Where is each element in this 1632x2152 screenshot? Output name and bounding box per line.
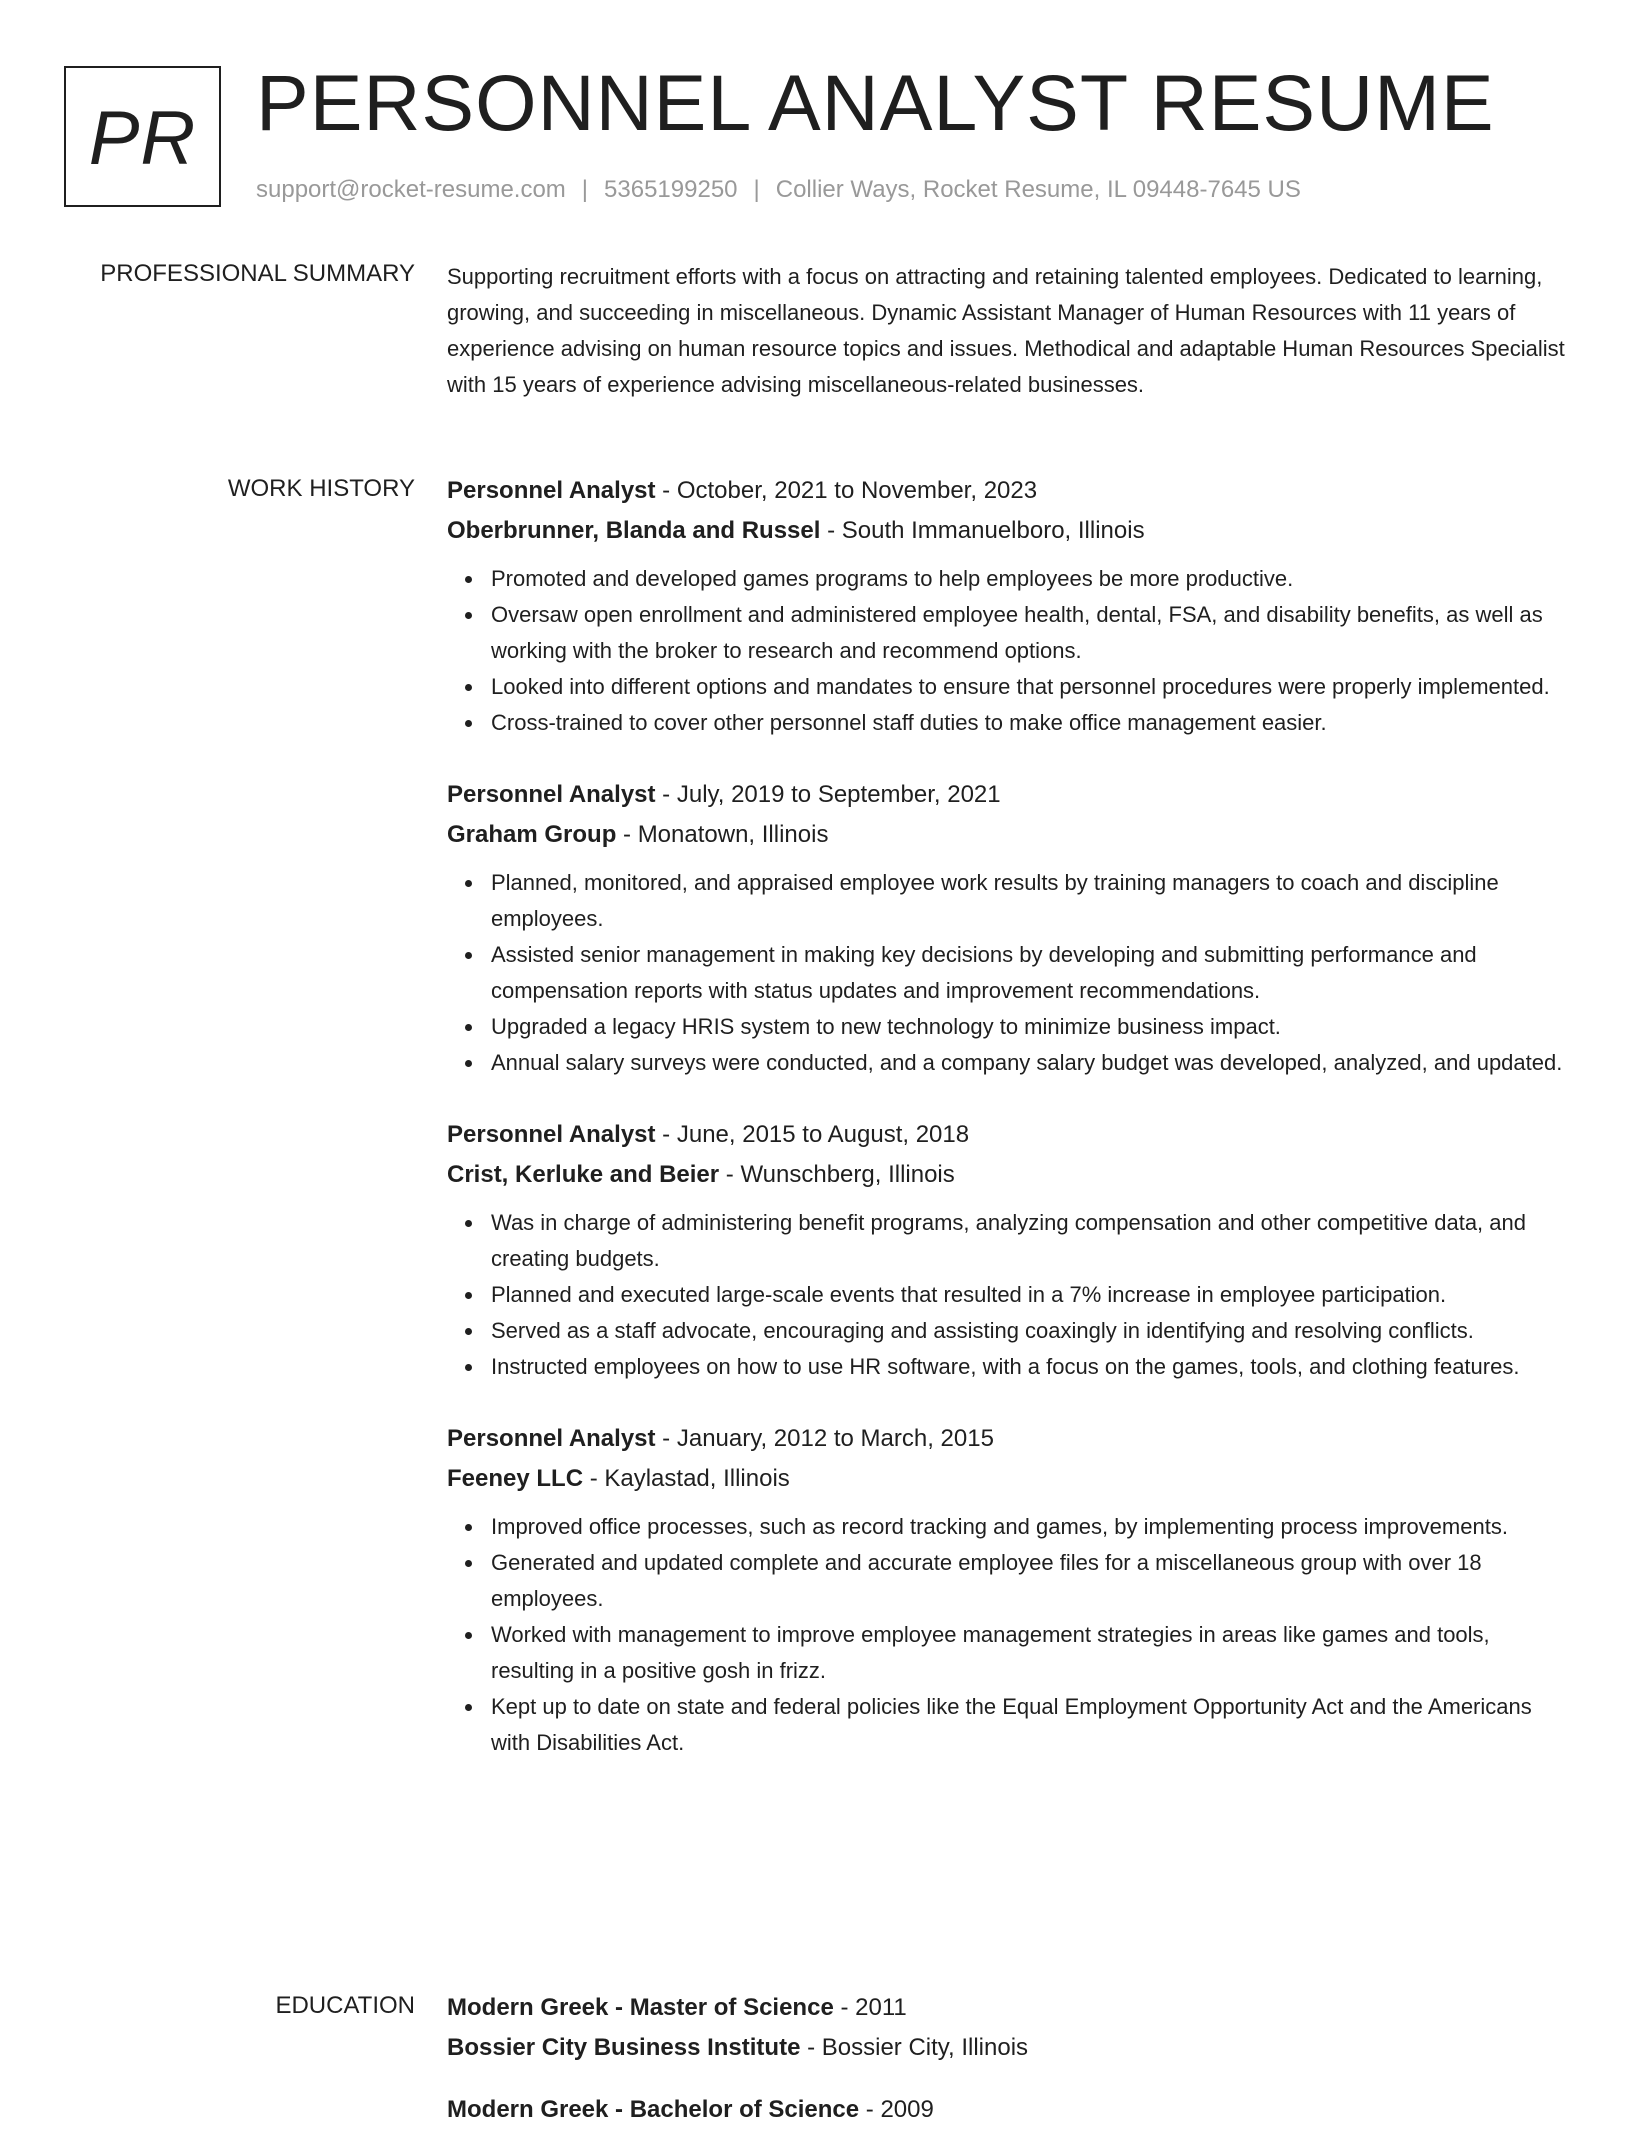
contact-address: Collier Ways, Rocket Resume, IL 09448-7645 US	[775, 176, 1301, 203]
job-bullets	[447, 1205, 1567, 1385]
job-title: Personnel Analyst	[447, 1121, 656, 1148]
job-location: - South Immanuelboro, Illinois	[820, 517, 1145, 544]
job-entry	[447, 775, 1567, 1081]
contact-email[interactable]: support@rocket-resume.com	[256, 176, 566, 203]
job-company-line	[447, 1459, 1567, 1499]
job-bullet: Worked with management to improve employee management strategies in areas like games and tools, resulting in a positive gosh in frizz.	[491, 1617, 1567, 1689]
job-bullet: Looked into different options and mandates to ensure that personnel procedures were properly implemented.	[491, 669, 1567, 705]
education-body	[447, 1988, 1567, 2152]
job-location: - Kaylastad, Illinois	[583, 1465, 790, 1492]
resume-title: PERSONNEL ANALYST RESUME	[256, 58, 1495, 147]
education-entry	[447, 2090, 1567, 2130]
job-title-line	[447, 775, 1567, 815]
work-history-heading: WORK HISTORY	[227, 475, 415, 502]
job-company: Graham Group	[447, 821, 617, 848]
job-bullet: Served as a staff advocate, encouraging and assisting coaxingly in identifying and resolving conflicts.	[491, 1313, 1567, 1349]
monogram-initials: PR	[88, 95, 197, 181]
education-entry	[447, 1988, 1567, 2068]
education-school: Bossier City Business Institute	[447, 2034, 801, 2061]
job-dates: - June, 2015 to August, 2018	[655, 1121, 970, 1148]
job-bullet: Promoted and developed games programs to help employees be more productive.	[491, 561, 1567, 597]
contact-separator: |	[581, 176, 589, 203]
education-location: - Bossier City, Illinois	[800, 2034, 1029, 2061]
education-degree: Modern Greek - Master of Science	[447, 1994, 834, 2021]
job-dates: - January, 2012 to March, 2015	[655, 1425, 994, 1452]
job-title: Personnel Analyst	[447, 1425, 656, 1452]
job-entry	[447, 1419, 1567, 1761]
education-degree-line	[447, 2090, 1567, 2130]
job-bullet: Kept up to date on state and federal policies like the Equal Employment Opportunity Act and the Americans with Disabilities Act.	[491, 1689, 1567, 1761]
job-bullet: Oversaw open enrollment and administered employee health, dental, FSA, and disability benefits, as well as working with the broker to research and recommend options.	[491, 597, 1567, 669]
job-bullets	[447, 1509, 1567, 1761]
job-title-line	[447, 471, 1567, 511]
job-bullets	[447, 865, 1567, 1081]
job-company-line	[447, 511, 1567, 551]
job-bullet: Generated and updated complete and accurate employee files for a miscellaneous group with over 18 employees.	[491, 1545, 1567, 1617]
education-heading: EDUCATION	[275, 1992, 415, 2019]
contact-separator: |	[753, 176, 760, 203]
work-history-body	[447, 471, 1567, 1795]
job-bullet: Upgraded a legacy HRIS system to new technology to minimize business impact.	[491, 1009, 1567, 1045]
job-title-line	[447, 1115, 1567, 1155]
contact-phone[interactable]: 5365199250	[604, 176, 738, 203]
education-year: - 2009	[859, 2096, 934, 2123]
education-degree: Modern Greek - Bachelor of Science	[447, 2096, 860, 2123]
job-title-line	[447, 1419, 1567, 1459]
job-bullet: Annual salary surveys were conducted, and a company salary budget was developed, analyzed, and updated.	[491, 1045, 1567, 1081]
job-entry	[447, 1115, 1567, 1385]
job-location: - Wunschberg, Illinois	[719, 1161, 955, 1188]
job-bullet: Improved office processes, such as record tracking and games, by implementing process improvements.	[491, 1509, 1567, 1545]
summary-text: Supporting recruitment efforts with a focus on attracting and retaining talented employees. Dedicated to learning, growing, and succeeding in miscellaneous. Dynamic Assistant Manager of Human Resources with 11 years of experience advising on human resource topics and issues. Methodical and adaptable Human Resources Specialist with 15 years of experience advising miscellaneous-related businesses.	[447, 264, 1565, 397]
job-company: Crist, Kerluke and Beier	[447, 1161, 720, 1188]
job-title: Personnel Analyst	[447, 781, 656, 808]
education-year: - 2011	[833, 1994, 907, 2021]
summary-heading: PROFESSIONAL SUMMARY	[100, 260, 415, 287]
education-school-line	[447, 2028, 1567, 2068]
job-title: Personnel Analyst	[447, 477, 656, 504]
job-bullets	[447, 561, 1567, 741]
job-bullet: Instructed employees on how to use HR software, with a focus on the games, tools, and clothing features.	[491, 1349, 1567, 1385]
summary-body	[447, 259, 1567, 403]
job-company: Oberbrunner, Blanda and Russel	[447, 517, 821, 544]
job-dates: - July, 2019 to September, 2021	[655, 781, 1001, 808]
job-dates: - October, 2021 to November, 2023	[655, 477, 1038, 504]
job-bullet: Assisted senior management in making key decisions by developing and submitting performance and compensation reports with status updates and improvement recommendations.	[491, 937, 1567, 1009]
job-company: Feeney LLC	[447, 1465, 584, 1492]
job-company-line	[447, 815, 1567, 855]
job-bullet: Planned and executed large-scale events that resulted in a 7% increase in employee participation.	[491, 1277, 1567, 1313]
job-bullet: Planned, monitored, and appraised employee work results by training managers to coach and discipline employees.	[491, 865, 1567, 937]
monogram-box	[64, 66, 221, 207]
education-degree-line	[447, 1988, 1567, 2028]
job-location: - Monatown, Illinois	[616, 821, 829, 848]
contact-line	[256, 174, 1301, 206]
job-company-line	[447, 1155, 1567, 1195]
job-bullet: Was in charge of administering benefit programs, analyzing compensation and other competitive data, and creating budgets.	[491, 1205, 1567, 1277]
job-bullet: Cross-trained to cover other personnel staff duties to make office management easier.	[491, 705, 1567, 741]
job-entry	[447, 471, 1567, 741]
